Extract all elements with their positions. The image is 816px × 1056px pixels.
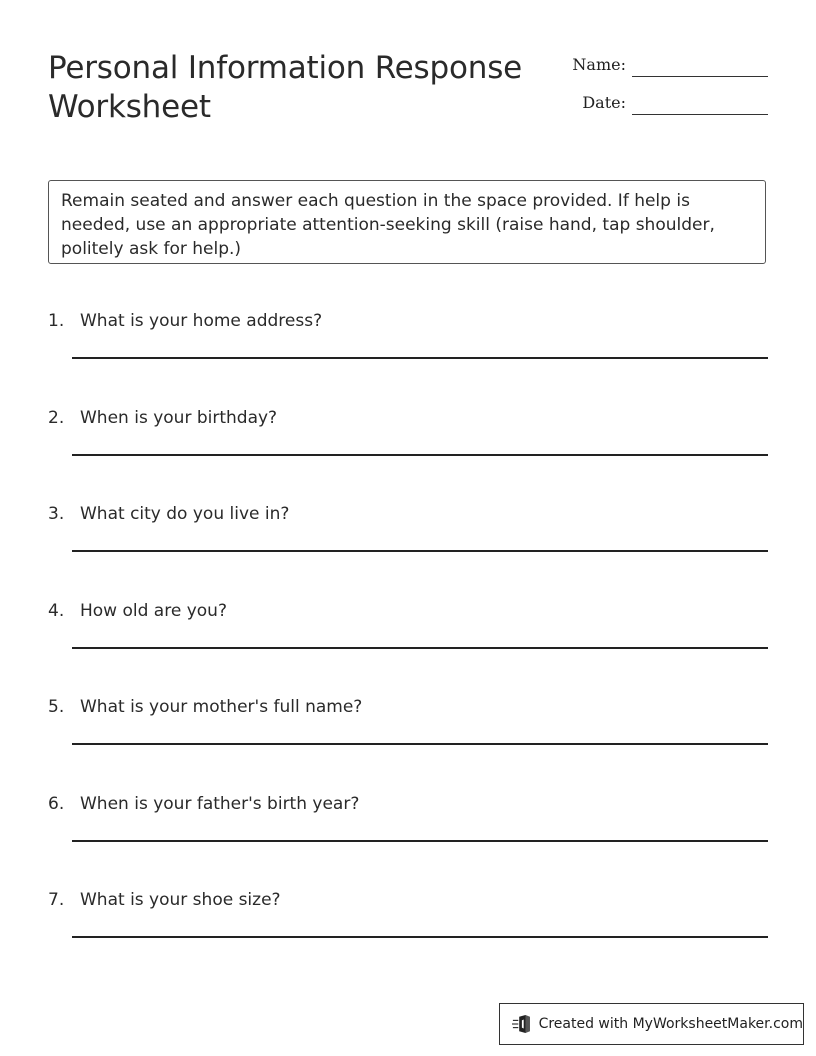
name-field[interactable] [560, 55, 768, 79]
footer-text: Created with MyWorksheetMaker.com [538, 1016, 803, 1032]
question-text: What is your home address? [80, 311, 323, 331]
answer-line[interactable] [72, 454, 768, 456]
worksheet-maker-logo-icon [512, 1013, 534, 1035]
question-text: When is your father's birth year? [80, 794, 360, 814]
answer-line[interactable] [72, 743, 768, 745]
question-item [48, 697, 768, 767]
page-title: Personal Information Response Worksheet [48, 50, 523, 125]
question-number: 2. [48, 408, 65, 428]
answer-line[interactable] [72, 550, 768, 552]
question-item [48, 601, 768, 671]
answer-line[interactable] [72, 840, 768, 842]
question-item [48, 311, 768, 381]
question-number: 4. [48, 601, 65, 621]
instructions-box: Remain seated and answer each question in the space provided. If help is needed, use an appropriate attention-seeking skill (raise hand, tap shoulder, politely ask for help.) [48, 180, 766, 264]
answer-line[interactable] [72, 357, 768, 359]
name-label: Name: [572, 55, 626, 74]
question-text: When is your birthday? [80, 408, 278, 428]
question-number: 5. [48, 697, 65, 717]
question-number: 1. [48, 311, 65, 331]
question-text: What is your shoe size? [80, 890, 281, 910]
date-blank-line[interactable] [632, 114, 768, 115]
question-item [48, 890, 768, 960]
date-field[interactable] [560, 93, 768, 117]
question-item [48, 408, 768, 478]
answer-line[interactable] [72, 936, 768, 938]
question-number: 3. [48, 504, 65, 524]
question-item [48, 794, 768, 864]
question-number: 6. [48, 794, 65, 814]
question-text: How old are you? [80, 601, 227, 621]
question-text: What is your mother's full name? [80, 697, 363, 717]
question-item [48, 504, 768, 574]
answer-line[interactable] [72, 647, 768, 649]
name-blank-line[interactable] [632, 76, 768, 77]
question-text: What city do you live in? [80, 504, 290, 524]
footer-badge[interactable] [499, 1003, 804, 1045]
question-number: 7. [48, 890, 65, 910]
date-label: Date: [582, 93, 626, 112]
